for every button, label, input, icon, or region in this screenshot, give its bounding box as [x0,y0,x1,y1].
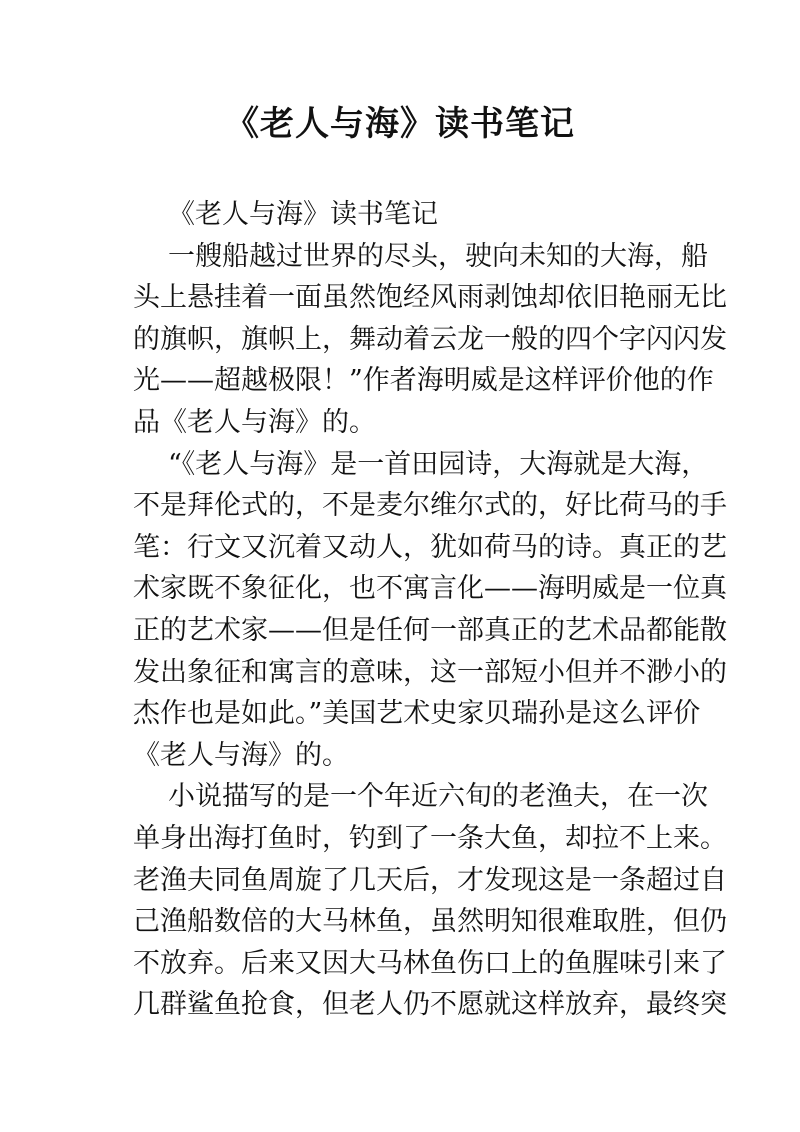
text-line: 品《老人与海》的。 [133,406,376,438]
text-line: 一艘船越过世界的尽头，驶向未知的大海，船 [168,240,708,272]
text-line: 发出象征和寓言的意味，这一部短小但并不渺小的 [133,656,727,688]
text-line: 小说描写的是一个年近六旬的老渔夫，在一次 [168,781,708,813]
text-line: 的旗帜，旗帜上，舞动着云龙一般的四个字闪闪发 [133,323,727,355]
text-line: 不放弃。后来又因大马林鱼伤口上的鱼腥味引来了 [133,947,727,979]
document-body [133,194,727,1026]
text-line: 笔：行文又沉着又动人，犹如荷马的诗。真正的艺 [133,531,727,563]
text-line: 头上悬挂着一面虽然饱经风雨剥蚀却依旧艳丽无比 [133,282,727,314]
document-title: 《老人与海》读书笔记 [225,104,575,144]
text-line: 己渔船数倍的大马林鱼，虽然明知很难取胜，但仍 [133,906,727,938]
text-line: 单身出海打鱼时，钓到了一条大鱼，却拉不上来。 [133,822,727,854]
text-line: 术家既不象征化，也不寓言化——海明威是一位真 [133,573,727,605]
paragraph [133,444,727,777]
text-line: 《老人与海》的。 [133,739,349,771]
text-line: “《老人与海》是一首田园诗，大海就是大海， [168,448,709,480]
text-line: 老渔夫同鱼周旋了几天后，才发现这是一条超过自 [133,864,727,896]
text-line: 正的艺术家——但是任何一部真正的艺术品都能散 [133,614,727,646]
text-line: 杰作也是如此。”美国艺术史家贝瑞孙是这么评价 [133,698,701,730]
paragraph [133,236,727,444]
text-line: 不是拜伦式的，不是麦尔维尔式的，好比荷马的手 [133,490,727,522]
text-line: 几群鲨鱼抢食，但老人仍不愿就这样放弃，最终突 [133,989,727,1021]
paragraph [133,194,667,236]
paragraph [133,776,727,1026]
text-line: 《老人与海》读书笔记 [168,199,438,230]
text-line: 光——超越极限！”作者海明威是这样评价他的作 [133,365,714,397]
